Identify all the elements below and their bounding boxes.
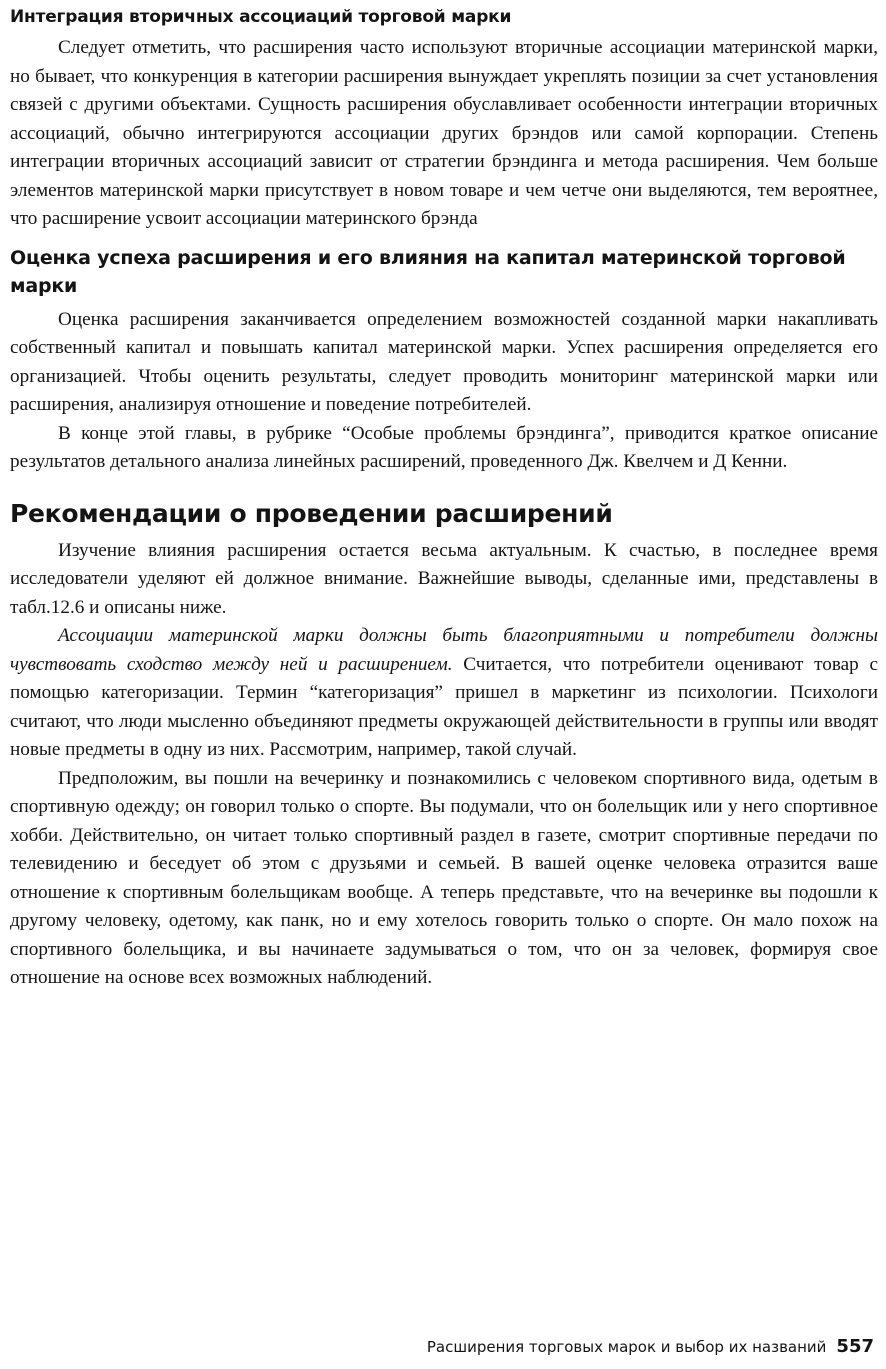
paragraph-special-branding-issues: В конце этой главы, в рубрике “Особые проблемы брэндинга”, приводится краткое описание результатов детального анализа линейных расширений, проведенного Дж. Квелчем и Д Кенни.: [10, 422, 878, 472]
section-heading-recommendations: Рекомендации о проведении расширений: [10, 498, 613, 528]
paragraph-extension-evaluation: Оценка расширения заканчивается определением возможностей созданной марки накапливать собственный капитал и повышать капитал материнской марки. Успех расширения определяется его организацией. Чтобы оценить результаты, следует проводить мониторинг материнской марки или расширения, анализируя отношение и поведение потребителей.: [10, 308, 878, 415]
section-heading-extension-evaluation: Оценка успеха расширения и его влияния на капитал материнской торговой марки: [10, 246, 846, 297]
section-heading-secondary-associations: Интеграция вторичных ассоциаций торговой марки: [10, 7, 512, 27]
paragraph-categorization: [10, 622, 878, 765]
running-title: Расширения торговых марок и выбор их названий: [426, 1338, 827, 1356]
page-number: 557: [836, 1336, 874, 1357]
italic-lead-sentence: Ассоциации материнской марки должны быть благоприятными и потребители должны чувствовать сходство между ней и расширением.: [10, 625, 878, 675]
paragraph-secondary-associations: Следует отметить, что расширения часто используют вторичные ассоциации материнской марки, но бывает, что конкуренция в категории расширения вынуждает укреплять позиции за счет установления связей с другими объектами. Сущность расширения обуславливает особенности интеграции вторичных ассоциаций, обычно интегрируются ассоциации других брэндов или самой корпорации. Степень интеграции вторичных ассоциаций зависит от стратегии брэндинга и метода расширения. Чем больше элементов материнской марки присутствует в новом товаре и чем четче они выделяются, тем вероятнее, что расширение усвоит ассоциации материнского брэнда: [10, 37, 878, 229]
book-page: [10, 6, 878, 993]
paragraph-recommendations-intro: Изучение влияния расширения остается весьма актуальным. К счастью, в последнее время исследователи уделяют ей должное внимание. Важнейшие выводы, сделанные ими, представлены в табл.12.6 и описаны ниже.: [10, 539, 878, 618]
paragraph-categorization-body: Считается, что потребители оценивают товар с помощью категоризации. Термин “категоризация” пришел в маркетинг из психологии. Психологи считают, что люди мысленно объединяют предметы окружающей действительности в группы или вводят новые предметы в одну из них. Рассмотрим, например, такой случай.: [10, 653, 878, 760]
paragraph-party-example: Предположим, вы пошли на вечеринку и познакомились с человеком спортивного вида, одетым в спортивную одежду; он говорил только о спорте. Вы подумали, что он болельщик или у него спортивное хобби. Действительно, он читает только спортивный раздел в газете, смотрит спортивные передачи по телевидению и беседует об этом с друзьями и семьей. В вашей оценке человека отразится ваше отношение к спортивным болельщикам вообще. А теперь представьте, что на вечеринке вы подошли к другому человеку, одетому, как панк, но и ему хотелось говорить только о спорте. Он мало похож на спортивного болельщика, и вы начинаете задумываться о том, что он за человек, формируя свое отношение на основе всех возможных наблюдений.: [10, 767, 878, 988]
page-footer: [0, 1336, 874, 1358]
